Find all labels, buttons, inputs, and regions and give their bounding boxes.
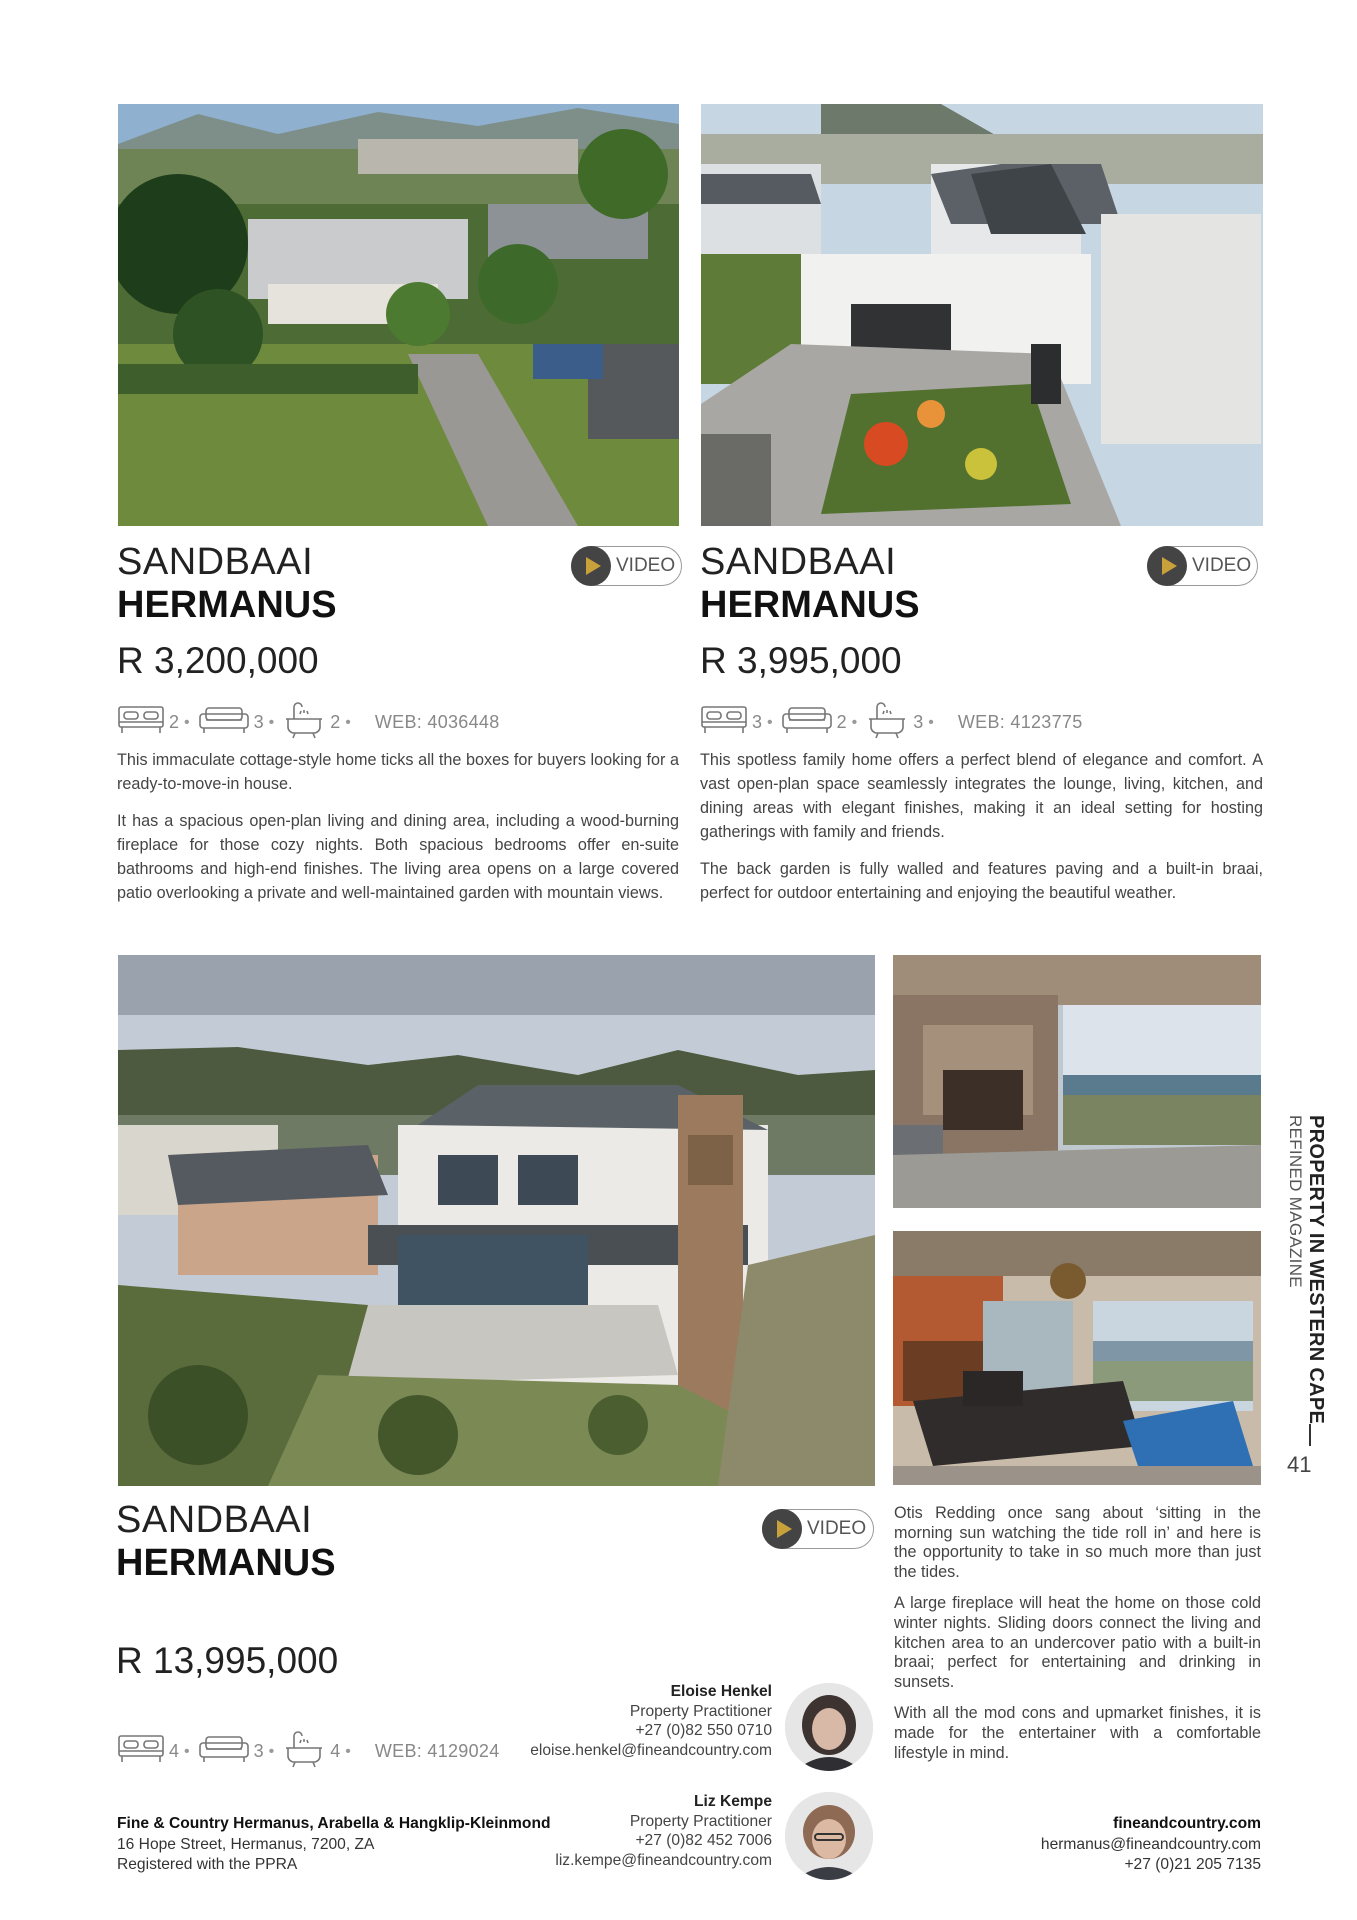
agent-email[interactable]: eloise.henkel@fineandcountry.com (530, 1741, 772, 1759)
listing-1-area: SANDBAAI (117, 541, 314, 583)
listing-3-main-photo (118, 955, 875, 1486)
listing-1-video-button[interactable] (571, 546, 682, 586)
listing-2-photo (701, 104, 1263, 526)
bed-icon (117, 1734, 165, 1769)
company-phone[interactable]: +27 (0)21 205 7135 (1124, 1856, 1261, 1873)
listing-3-web-ref: WEB: 4129024 (374, 1741, 500, 1761)
listing-2-price: R 3,995,000 (700, 640, 902, 681)
description-paragraph: This immaculate cottage-style home ticks all the boxes for buyers looking for a ready-to-move-in house. (117, 751, 679, 793)
listing-2-web-ref: WEB: 4123775 (957, 712, 1083, 732)
listing-3-town: HERMANUS (116, 1542, 336, 1584)
bath-icon (282, 701, 326, 744)
bath-icon (282, 1730, 326, 1773)
description-paragraph: This spotless family home offers a perfect blend of elegance and comfort. A vast open-plan space seamlessly integrates the lounge, living, kitchen, and dining areas with elegant finishes, making it an ideal setting for hosting gatherings with family and friends. (700, 751, 1263, 841)
listing-1-price: R 3,200,000 (117, 640, 319, 681)
office-details (117, 1814, 551, 1876)
description-paragraph: A large fireplace will heat the home on those cold winter nights. Sliding doors connect the living and kitchen area to an undercover patio with a built-in braai; perfect for entertaining and drinking in sunsets. (894, 1594, 1261, 1691)
agent-2-contact (555, 1792, 772, 1870)
listing-1-description (117, 748, 679, 918)
listing-3-video-button[interactable] (762, 1509, 874, 1549)
video-label: VIDEO (807, 1518, 867, 1539)
bedrooms-count: 4 (169, 1741, 180, 1761)
listing-2-area: SANDBAAI (700, 541, 897, 583)
sidebar-title: PROPERTY IN WESTERN CAPE (1305, 1115, 1327, 1425)
play-icon (762, 1509, 802, 1549)
description-paragraph: It has a spacious open-plan living and dining area, including a wood-burning fireplace for those cozy nights. Both spacious bedrooms offer en-suite bathrooms and high-end finishes. The living area opens on a large covered patio overlooking a private and well-maintained garden with mountain views. (117, 812, 679, 902)
video-label: VIDEO (1192, 555, 1252, 576)
listing-2-description (700, 748, 1263, 918)
bed-icon (117, 705, 165, 740)
description-paragraph: Otis Redding once sang about ‘sitting in the morning sun watching the tide roll in’ and here is the opportunity to take in so much more than just the tides. (894, 1504, 1261, 1581)
agent-phone[interactable]: +27 (0)82 550 0710 (635, 1722, 772, 1739)
listing-1-web-ref: WEB: 4036448 (374, 712, 500, 732)
agent-name: Liz Kempe (694, 1793, 772, 1810)
listing-2-features: 3 • 2 • 3 • WEB: 4123775 (700, 701, 1083, 744)
agent-phone[interactable]: +27 (0)82 452 7006 (635, 1832, 772, 1849)
sofa-icon (198, 705, 250, 740)
bedrooms-count: 2 (169, 712, 180, 732)
description-paragraph: The back garden is fully walled and features paving and a built-in braai, perfect for outdoor entertaining and enjoying the beautiful weather. (700, 860, 1263, 902)
agent-1-contact (530, 1682, 772, 1760)
listing-3-price: R 13,995,000 (116, 1640, 339, 1681)
bedrooms-count: 3 (752, 712, 763, 732)
play-icon (571, 546, 611, 586)
living-count: 2 (836, 712, 847, 732)
listing-3-description (894, 1504, 1261, 1775)
agent-1-avatar (785, 1683, 873, 1771)
description-paragraph: With all the mod cons and upmarket finishes, it is made for the entertainer with a comfortable lifestyle in mind. (894, 1704, 1261, 1762)
listing-3-area: SANDBAAI (116, 1499, 313, 1541)
bathrooms-count: 3 (913, 712, 924, 732)
listing-2-video-button[interactable] (1147, 546, 1258, 586)
listing-1-town: HERMANUS (117, 584, 337, 626)
bath-icon (865, 701, 909, 744)
sofa-icon (781, 705, 833, 740)
sidebar-subtitle: REFINED MAGAZINE (1286, 1115, 1305, 1288)
office-address: 16 Hope Street, Hermanus, 7200, ZA (117, 1835, 375, 1853)
company-contact (1041, 1814, 1261, 1876)
agent-role: Property Practitioner (629, 1812, 772, 1830)
company-email[interactable]: hermanus@fineandcountry.com (1040, 1835, 1261, 1853)
listing-1-photo (118, 104, 679, 526)
page-number: 41 (1287, 1452, 1312, 1477)
living-count: 3 (253, 712, 264, 732)
bathrooms-count: 4 (330, 1741, 341, 1761)
agent-2-avatar (785, 1792, 873, 1880)
listing-3-living-photo (893, 1231, 1261, 1485)
bathrooms-count: 2 (330, 712, 341, 732)
play-icon (1147, 546, 1187, 586)
agent-name: Eloise Henkel (670, 1683, 772, 1700)
bed-icon (700, 705, 748, 740)
office-registration: Registered with the PPRA (117, 1856, 298, 1873)
listing-2-town: HERMANUS (700, 584, 920, 626)
listing-3-fireplace-photo (893, 955, 1261, 1208)
agent-role: Property Practitioner (629, 1702, 772, 1720)
listing-3-features: 4 • 3 • 4 • WEB: 4129024 (117, 1730, 500, 1773)
magazine-sidebar (1286, 1115, 1345, 1425)
company-website[interactable]: fineandcountry.com (1113, 1815, 1261, 1832)
sofa-icon (198, 1734, 250, 1769)
video-label: VIDEO (616, 555, 676, 576)
listing-1-features: 2 • 3 • 2 • WEB: 4036448 (117, 701, 500, 744)
living-count: 3 (253, 1741, 264, 1761)
sidebar-divider (1309, 1424, 1311, 1446)
office-name: Fine & Country Hermanus, Arabella & Hangklip-Kleinmond (117, 1815, 551, 1832)
agent-email[interactable]: liz.kempe@fineandcountry.com (555, 1851, 772, 1869)
